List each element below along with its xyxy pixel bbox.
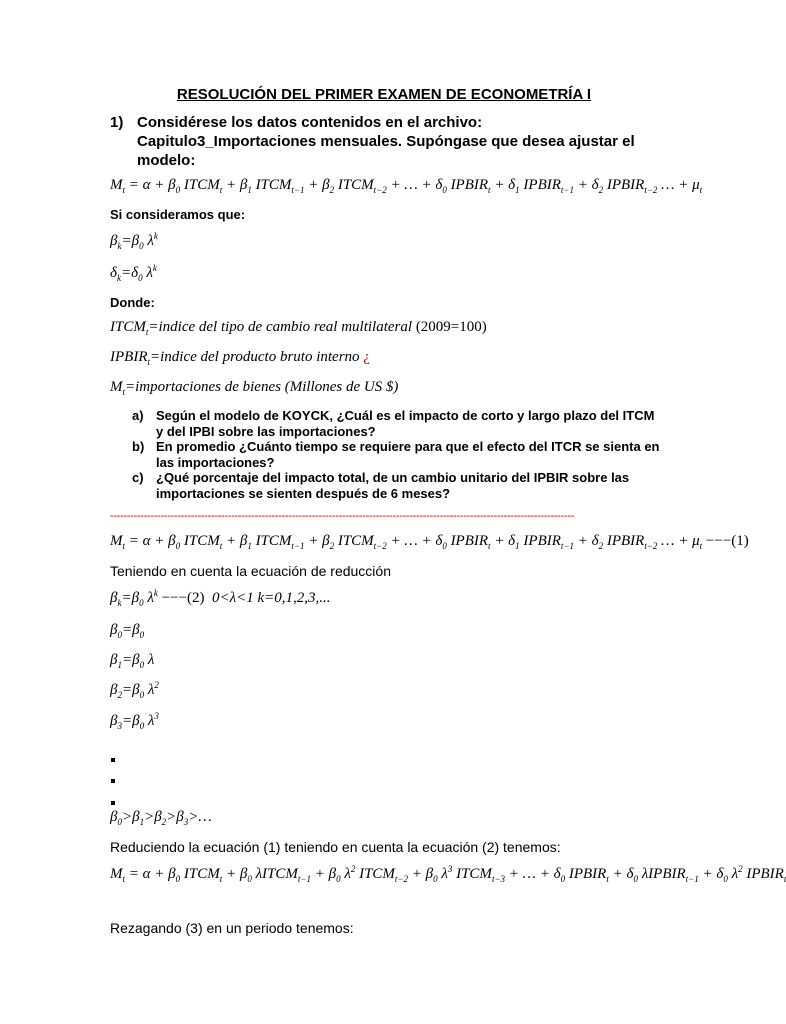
beta-0-equation: $\beta_0=\beta_0$ [110,622,145,640]
beta-3-equation: $\beta_3=\beta_0$ $\lambda^3$ [110,711,159,731]
beta-ordering: $\beta_0>\beta_1>\beta_2>\beta_3>\dots$ [110,809,212,827]
m-units: (Millones de US $) [284,379,399,395]
rezagando-text: Rezagando (3) en un periodo tenemos: [110,920,354,936]
page-title: RESOLUCIÓN DEL PRIMER EXAMEN DE ECONOMETRÍA I [176,86,592,103]
delta-k-equation: $\delta_k=\delta_0$ $\lambda^k$ [110,263,157,283]
equation-1-tag: −−−(1) [705,533,749,549]
m-definition: $M_t=importaciones$ de bienes (Millones de US $) [110,379,399,397]
beta-k-equation: $\beta_k=\beta_0$ $\lambda^k$ [110,231,158,251]
equation-1: $M_t = \alpha + \beta_0$ $ITCM_t + \beta_1$ $ITCM_{t-1} + \beta_2$ $ITCM_{t-2}$ + … + $\delta_0$ $IPBIR_t + \delta_1$ $IPBIR_{t-1} + \delta_2$ $IPBIR_{t-2}$ … + $\mu_t ---(1)$ [110,533,749,551]
question-line-1: Considérese los datos contenidos en el archivo: [137,114,483,131]
model-equation: $M_t = \alpha + \beta_0$ $ITCM_t + \beta_1$ $ITCM_{t-1} + \beta_2$ $ITCM_{t-2}$ + … + $\delta_0$ $IPBIR_t + \delta_1$ $IPBIR_{t-1} + \delta_2$ $IPBIR_{t-2}$ … + $\mu_t$ [110,177,703,195]
question-line-2: Capitulo3_Importaciones mensuales. Supóngase que desea ajustar el [137,133,635,150]
beta-1-equation: $\beta_1=\beta_0$ λ [110,652,155,670]
subquestion-c-line-1: ¿Qué porcentaje del impacto total, de un cambio unitario del IPBIR sobre las [156,470,630,485]
subquestion-a-line-1: Según el modelo de KOYCK, ¿Cuál es el impacto de corto y largo plazo del ITCM [156,408,655,423]
ipbir-definition: $IPBIR_t=indice$ del producto bruto interno ¿ [110,349,370,367]
si-consideramos-label: Si consideramos que: [110,207,246,222]
equation-2: $\beta_k=\beta_0$ $\lambda^k ---(2)$ 0<λ<1 k=0,1,2,3,... [110,588,331,608]
ellipsis-dot [111,758,115,762]
subquestion-b-label: b) [132,439,145,454]
equation-2-condition: 0<λ<1 k=0,1,2,3,... [211,590,331,606]
equation-2-tag: −−−(2) [161,590,205,606]
beta-2-equation: $\beta_2=\beta_0$ $\lambda^2$ [110,680,159,700]
subquestion-a-line-2: y del IPBI sobre las importaciones? [156,424,376,439]
ellipsis-dot [111,801,115,805]
itcm-text: indice del tipo de cambio real multilateral [158,319,413,335]
teniendo-text: Teniendo en cuenta la ecuación de reducción [110,563,391,579]
itcm-definition: $ITCM_t=indice$ del tipo de cambio real multilateral (2009=100) [110,319,487,337]
subquestion-c-label: c) [132,470,144,485]
question-line-3: modelo: [137,152,196,169]
subquestion-a-label: a) [132,408,144,423]
reduciendo-text: Reduciendo la ecuación (1) teniendo en cuenta la ecuación (2) tenemos: [110,839,561,855]
question-number: 1) [110,114,124,131]
ipbir-mark: ¿ [363,349,370,365]
red-separator: ------------------------------------------------------------------------------------------------------------------------------------------ [110,510,575,522]
donde-label: Donde: [110,295,155,310]
equation-3: $M_t = \alpha + \beta_0$ $ITCM_t + \beta_0$ λITCM$_{t-1}$ + $\beta_0$ $\lambda^2$ $ITCM_{t-2} + \beta_0$ $\lambda^3$ $ITCM_{t-3}$ + … + $\delta_0$ $IPBIR_t + \delta_0$ λIPBIR$_{t-1}$ + $\delta_0$ $\lambda^2$ IPBIR [110,864,784,884]
m-text: importaciones de bienes [135,379,281,395]
subquestion-b-line-1: En promedio ¿Cuánto tiempo se requiere para que el efecto del ITCR se sienta en [156,439,660,454]
ipbir-text: indice del producto bruto interno [160,349,360,365]
subquestion-c-line-2: importaciones se sienten después de 6 meses? [156,486,451,501]
itcm-base: (2009=100) [415,319,487,335]
subquestion-b-line-2: las importaciones? [156,455,275,470]
ellipsis-dot [111,779,115,783]
